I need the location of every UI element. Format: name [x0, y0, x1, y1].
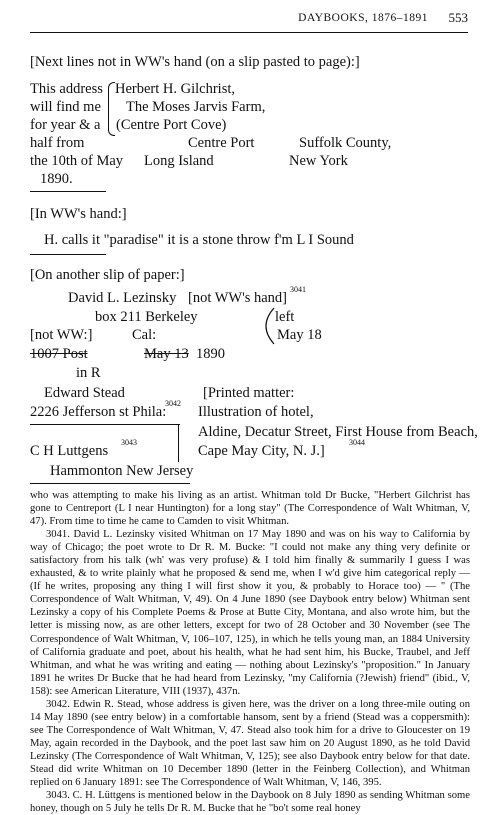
- post-address: 1007 Post: [30, 346, 88, 362]
- address-left-2: will find me: [30, 99, 101, 115]
- not-ww-label: [not WW:]: [30, 327, 93, 343]
- paradise-line: H. calls it "paradise" it is a stone throw f'm L I Sound: [44, 232, 354, 248]
- in-r: in R: [76, 365, 101, 381]
- not-ww-hand: [not WW's hand]: [188, 290, 287, 306]
- footnotes: [30, 489, 470, 815]
- gilchrist-name: Herbert H. Gilchrist,: [115, 81, 235, 97]
- may-13: May 13: [144, 346, 189, 362]
- address-left-1: This address: [30, 81, 103, 97]
- luttgens-name: C H Luttgens: [30, 443, 109, 459]
- rule-under-hammonton: [30, 483, 190, 484]
- farm-name: The Moses Jarvis Farm,: [126, 99, 266, 115]
- brace-symbol: [108, 82, 115, 136]
- may-18: May 18: [277, 327, 322, 343]
- bracket-note-2: [In WW's hand:]: [30, 206, 127, 222]
- rule-vertical: [178, 424, 179, 462]
- page-number: 553: [448, 10, 468, 25]
- rule-under-jefferson: [30, 424, 180, 425]
- printed-matter-4: Cape May City, N. J.]: [198, 443, 325, 459]
- cove-name: (Centre Port Cove): [116, 117, 227, 133]
- address-left-6: 1890.: [40, 171, 73, 187]
- short-rule-1: [30, 191, 106, 192]
- printed-matter-1: [Printed matter:: [203, 385, 295, 401]
- box-berkeley: box 211 Berkeley: [95, 309, 198, 325]
- address-left-5: the 10th of May: [30, 153, 124, 169]
- note-ref-3044: 3044: [349, 438, 365, 447]
- centre-port: Centre Port: [188, 135, 255, 151]
- note-3043: 3043. C. H. Lüttgens is mentioned below in the Daybook on 8 July 1890 as sending Whitman some honey, though on 5 July he tells Dr R. M. Bucke that he "bo't some real honey: [30, 790, 470, 815]
- suffolk-county: Suffolk County,: [299, 135, 392, 151]
- note-3042: 3042. Edwin R. Stead, whose address is given here, was the driver on a long three-mile outing on 14 May 1890 (see entry below) in a comfortable hansom, sent by a friend (Stead was a coppersmith): see The Correspondence of Walt Whitman, V, 47. Stead also took him for a drive to Gloucester on 19 May, again recorded in the Daybook, and the poet last saw him on 20 August 1890, as he told David Lezinsky (The Correspondence of Walt Whitman, V, 125); see also Daybook entry below for that date. Stead did write Whitman on 10 December 1890 (letter in the Feinberg Collection), and Whitman replied on 6 January 1891: see The Correspondence of Walt Whitman, V, 146, 395.: [30, 698, 470, 789]
- edward-stead: Edward Stead: [44, 385, 125, 401]
- note-ref-3043: 3043: [121, 438, 137, 447]
- jefferson-address: 2226 Jefferson st Phila:: [30, 404, 167, 420]
- note-continuation: who was attempting to make his living as an artist. Whitman told Dr Bucke, "Herbert Gilchrist has gone to Centreport (L I near Huntington) for a long stay" (The Correspondence of Walt Whitman, V, 47). From time to time he came to Camden to visit Whitman.: [30, 490, 470, 528]
- hammonton: Hammonton New Jersey: [50, 463, 194, 479]
- address-left-4: half from: [30, 135, 85, 151]
- note-ref-3041: 3041: [290, 285, 306, 294]
- long-island: Long Island: [144, 153, 214, 169]
- short-rule-2: [30, 254, 106, 255]
- left-label: left: [275, 309, 295, 325]
- running-header: [30, 10, 468, 33]
- lezinsky-name: David L. Lezinsky: [68, 290, 177, 306]
- printed-matter-2: Illustration of hotel,: [198, 404, 314, 420]
- bracket-note-1: [Next lines not in WW's hand (on a slip pasted to page):]: [30, 54, 360, 70]
- year-1890: 1890: [196, 346, 225, 362]
- address-left-3: for year & a: [30, 117, 101, 133]
- cal-label: Cal:: [132, 327, 157, 343]
- running-title: DAYBOOKS, 1876–1891: [298, 12, 428, 24]
- printed-matter-3: Aldine, Decatur Street, First House from Beach,: [198, 424, 478, 440]
- note-3041: 3041. David L. Lezinsky visited Whitman on 17 May 1890 and was on his way to California by way of Chicago; the poet wrote to Dr R. M. Bucke: "I could not make any thing very definite or satisfactory from his talk (wh' was very profuse) & I told him finally & summarily I guess I was exhausted, & to write plainly what he proposed & send me, when I w'd give him categorical reply — (If he writes, proposing any thing I will first show it you, & probably to Horace too) — " (The Correspondence of Walt Whitman, V, 49). On 4 June 1890 (see Daybook entry below) Whitman sent Lezinsky a copy of his Complete Poems & Prose at Butte City, Montana, and also wrote him, but the letter is missing now, as are other letters, except for two of 28 October and 30 November (see The Correspondence of Walt Whitman, V, 106–107, 125), in which he tells young man, an 1884 University of California graduate and poet, about his health, what he had sent him, his Bucke, Traubel, and Jeff Whitman, and what he was writing and eating — nothing about Lezinsky's "proposition." In January 1891 he writes Dr Bucke that he had heard from Lezinsky, "my California (?Jewish) friend" (ibid., V, 158): see American Literature, VIII (1937), 437n.: [30, 529, 470, 697]
- note-ref-3042: 3042: [165, 399, 181, 408]
- bracket-note-3: [On another slip of paper:]: [30, 267, 185, 283]
- new-york: New York: [289, 153, 348, 169]
- left-curve-mark: [256, 306, 276, 346]
